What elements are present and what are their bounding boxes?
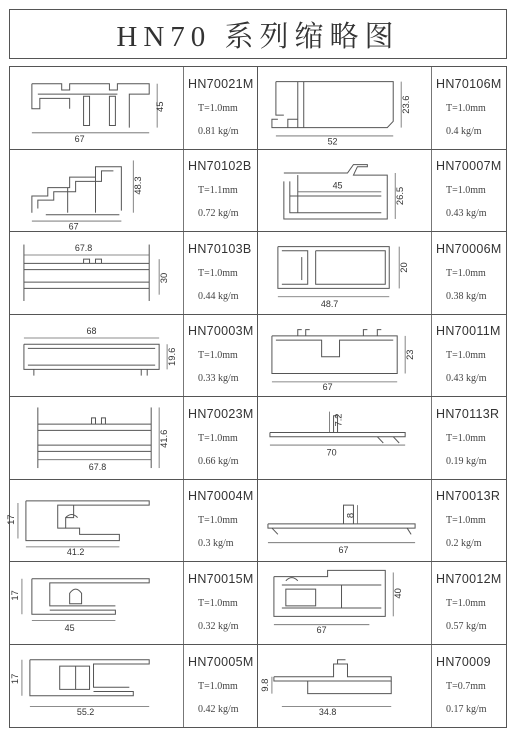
width-dimension-label: 70 <box>326 447 337 458</box>
profile-outline <box>32 166 121 212</box>
profile-info <box>432 645 506 728</box>
profile-outline <box>286 589 316 606</box>
profile-outline <box>363 329 367 335</box>
profile-code: HN70113R <box>436 406 500 421</box>
profile-info <box>184 397 257 479</box>
profile-code: HN70003M <box>188 324 254 339</box>
profile-info <box>432 150 506 232</box>
profile-weight: 0.32 kg/m <box>198 620 239 632</box>
profile-outline <box>393 437 399 443</box>
profile-thickness: T=1.0mm <box>446 102 486 114</box>
width-dimension-label: 67 <box>322 381 333 392</box>
profile-outline <box>101 418 105 424</box>
profile-outline <box>316 251 386 284</box>
profile-outline <box>109 96 115 125</box>
profile-thickness: T=1.0mm <box>198 597 238 609</box>
profile-weight: 0.44 kg/m <box>198 290 239 302</box>
profile-cell <box>10 315 258 398</box>
profile-info <box>432 315 506 397</box>
profile-info <box>184 480 257 562</box>
profile-info <box>184 315 257 397</box>
profile-thickness: T=1.0mm <box>198 680 238 692</box>
profile-weight: 0.43 kg/m <box>446 208 487 220</box>
profile-outline <box>274 570 385 616</box>
profile-code: HN70012M <box>436 571 502 586</box>
height-dimension-label: 19.6 <box>167 347 177 366</box>
profile-outline <box>84 259 90 263</box>
profile-thickness: T=1.1mm <box>198 185 238 197</box>
profile-outline <box>26 500 119 540</box>
profile-weight: 0.19 kg/m <box>446 455 487 467</box>
height-dimension-label: 17 <box>10 590 20 601</box>
profile-info <box>184 645 257 728</box>
profile-code: HN70007M <box>436 159 502 174</box>
profile-cell <box>258 562 506 645</box>
profile-cell <box>10 150 258 233</box>
profile-cell <box>258 150 506 233</box>
profile-outline <box>96 259 102 263</box>
profile-outline <box>282 251 308 284</box>
profile-drawing <box>10 562 184 644</box>
profile-outline <box>308 680 392 693</box>
width-dimension-label: 67 <box>338 544 349 555</box>
profile-outline <box>30 659 133 695</box>
profile-weight: 0.4 kg/m <box>446 125 482 137</box>
height-dimension-label: 7.2 <box>333 413 344 427</box>
width-dimension-label: 67.8 <box>74 242 93 253</box>
profile-cell <box>258 232 506 315</box>
profile-section-svg <box>258 645 431 728</box>
height-dimension-label: 17 <box>10 673 20 684</box>
profile-outline <box>92 418 96 424</box>
profile-weight: 0.17 kg/m <box>446 703 487 715</box>
profile-code: HN70021M <box>188 76 254 91</box>
profile-cell <box>10 645 258 728</box>
profile-code: HN70005M <box>188 654 254 669</box>
profile-outline <box>338 659 346 663</box>
profile-outline <box>32 579 116 615</box>
profile-code: HN70015M <box>188 571 254 586</box>
profile-info <box>432 480 506 562</box>
profile-weight: 0.57 kg/m <box>446 620 487 632</box>
height-dimension-label: 23.6 <box>401 95 412 114</box>
profile-info <box>184 67 257 149</box>
profile-thickness: T=1.0mm <box>198 267 238 279</box>
profile-code: HN70009 <box>436 654 491 669</box>
profile-info <box>184 562 257 644</box>
profile-section-svg <box>258 232 431 314</box>
profile-info <box>184 150 257 232</box>
height-dimension-label: 23 <box>405 348 416 360</box>
profile-section-svg <box>258 67 431 149</box>
height-dimension-label: 48.3 <box>133 175 144 195</box>
profile-info <box>432 397 506 479</box>
profile-section-svg <box>258 480 431 562</box>
profile-weight: 0.72 kg/m <box>198 208 239 220</box>
profile-thickness: T=1.0mm <box>446 185 486 197</box>
profile-thickness: T=1.0mm <box>198 515 238 527</box>
profile-drawing <box>258 67 432 149</box>
profile-weight: 0.42 kg/m <box>198 703 239 715</box>
profile-section-svg <box>10 315 183 397</box>
profile-outline <box>276 82 284 115</box>
profile-section-svg <box>258 562 431 644</box>
profile-info <box>432 67 506 149</box>
profile-outline <box>377 329 381 335</box>
width-dimension-label: 55.2 <box>76 706 95 717</box>
width-dimension-label: 45 <box>332 179 343 191</box>
profile-outline <box>272 528 278 534</box>
width-dimension-label: 41.2 <box>66 546 85 557</box>
profile-grid <box>6 66 507 728</box>
profile-outline <box>60 666 90 689</box>
profile-thickness: T=1.0mm <box>446 267 486 279</box>
profile-cell <box>10 397 258 480</box>
height-dimension-label: 45 <box>155 101 166 112</box>
profile-thickness: T=1.0mm <box>198 102 238 114</box>
profile-outline <box>288 119 298 127</box>
profile-drawing <box>258 397 432 479</box>
profile-section-svg <box>258 397 431 479</box>
profile-drawing <box>258 150 432 232</box>
profile-outline <box>272 82 393 128</box>
profile-outline <box>270 433 405 437</box>
profile-outline <box>298 329 302 335</box>
profile-section-svg <box>10 67 183 149</box>
profile-weight: 0.43 kg/m <box>446 373 487 385</box>
profile-outline <box>32 84 70 109</box>
profile-outline <box>38 170 114 208</box>
height-dimension-label: 26.5 <box>395 186 406 205</box>
profile-drawing <box>10 645 184 728</box>
height-dimension-label: 20 <box>399 262 410 273</box>
profile-code: HN70023M <box>188 406 254 421</box>
profile-cell <box>258 645 506 728</box>
profile-code: HN70004M <box>188 489 254 504</box>
width-dimension-label: 67.8 <box>88 461 107 473</box>
height-dimension-label: 41.6 <box>159 429 170 448</box>
profile-cell <box>6 480 258 563</box>
profile-cell <box>10 562 258 645</box>
profile-outline <box>276 340 393 357</box>
profile-code: HN70102B <box>188 159 252 174</box>
width-dimension-label: 68 <box>86 325 97 336</box>
profile-cell <box>258 67 506 150</box>
height-dimension-label: 8 <box>345 512 356 518</box>
profile-drawing <box>258 480 432 562</box>
profile-drawing <box>258 645 432 728</box>
page-title: HN70 系列缩略图 <box>116 20 400 53</box>
profile-outline <box>274 664 391 681</box>
profile-code: HN70011M <box>436 324 501 339</box>
profile-drawing <box>10 315 184 397</box>
height-dimension-label: 9.8 <box>260 678 270 692</box>
profile-cell <box>10 232 258 315</box>
profile-weight: 0.33 kg/m <box>198 373 239 385</box>
width-dimension-label: 67 <box>74 134 85 145</box>
profile-outline <box>32 84 149 128</box>
profile-section-svg <box>258 315 431 397</box>
profile-section-svg <box>6 480 183 562</box>
width-dimension-label: 45 <box>64 622 75 634</box>
profile-section-svg <box>10 232 183 314</box>
profile-outline <box>278 247 389 289</box>
profile-outline <box>70 589 82 604</box>
profile-section-svg <box>10 562 183 644</box>
profile-drawing <box>258 232 432 314</box>
profile-outline <box>286 578 298 581</box>
profile-code: HN70106M <box>436 76 502 91</box>
profile-thickness: T=0.7mm <box>446 680 486 692</box>
profile-outline <box>32 579 149 606</box>
width-dimension-label: 67 <box>316 624 327 636</box>
profile-outline <box>407 528 411 534</box>
profile-weight: 0.66 kg/m <box>198 455 239 467</box>
profile-weight: 0.81 kg/m <box>198 125 239 137</box>
profile-drawing <box>258 562 432 644</box>
profile-info <box>432 562 506 644</box>
profile-weight: 0.2 kg/m <box>446 538 482 550</box>
profile-drawing <box>10 67 184 149</box>
profile-weight: 0.3 kg/m <box>198 538 234 550</box>
profile-thickness: T=1.0mm <box>446 515 486 527</box>
height-dimension-label: 40 <box>393 588 404 599</box>
profile-section-svg <box>258 150 431 232</box>
title-box <box>9 9 507 59</box>
profile-drawing <box>258 315 432 397</box>
profile-thickness: T=1.0mm <box>446 432 486 444</box>
height-dimension-label: 17 <box>6 513 16 525</box>
profile-outline <box>26 500 149 527</box>
profile-info <box>184 232 257 314</box>
profile-outline <box>84 96 90 125</box>
profile-thickness: T=1.0mm <box>446 597 486 609</box>
profile-outline <box>272 335 397 373</box>
profile-outline <box>306 329 310 335</box>
profile-cell <box>258 480 506 563</box>
profile-code: HN70006M <box>436 241 502 256</box>
profile-drawing <box>10 232 184 314</box>
profile-cell <box>258 315 506 398</box>
width-dimension-label: 48.7 <box>320 299 339 310</box>
profile-outline <box>268 523 415 527</box>
profile-drawing <box>6 480 184 562</box>
width-dimension-label: 52 <box>327 136 338 147</box>
profile-weight: 0.38 kg/m <box>446 290 487 302</box>
profile-cell <box>10 67 258 150</box>
profile-thickness: T=1.0mm <box>446 350 486 362</box>
profile-code: HN70103B <box>188 241 252 256</box>
width-dimension-label: 67 <box>68 220 79 231</box>
profile-info <box>432 232 506 314</box>
profile-section-svg <box>10 397 183 479</box>
profile-thickness: T=1.0mm <box>198 350 238 362</box>
profile-thickness: T=1.0mm <box>198 432 238 444</box>
profile-cell <box>258 397 506 480</box>
height-dimension-label: 30 <box>159 272 170 284</box>
width-dimension-label: 34.8 <box>318 706 337 717</box>
profile-outline <box>377 437 383 443</box>
profile-drawing <box>10 397 184 479</box>
profile-section-svg <box>10 645 183 728</box>
profile-section-svg <box>10 150 183 232</box>
profile-code: HN70013R <box>436 489 501 504</box>
profile-drawing <box>10 150 184 232</box>
